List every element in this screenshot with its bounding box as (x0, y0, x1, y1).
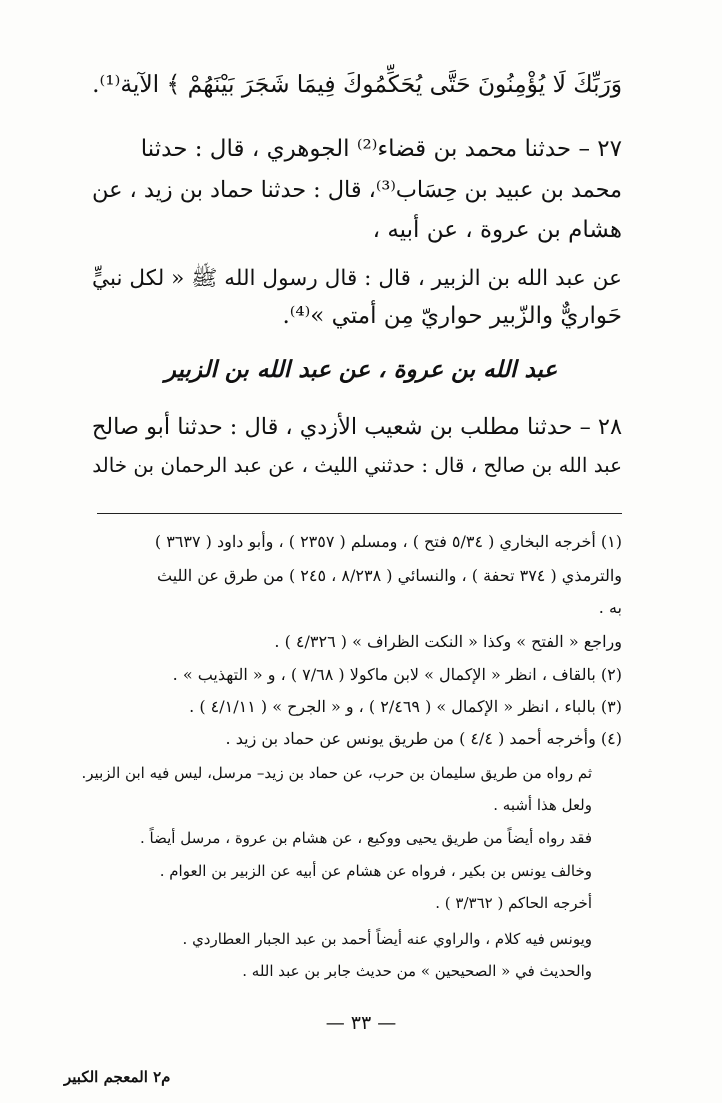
footnote-4-line-4: فقد رواه أيضاً من طريق يحيى ووكيع ، عن هشام بن عروة ، مرسل أيضاً . (139, 829, 592, 847)
footnote-4-line-1: (٤) وأخرجه أحمد ( ٤/٤ ) من طريق يونس عن حماد بن زيد . (225, 729, 622, 748)
hadith-27-line-1: ٢٧ – حدثنا محمد بن قضاء⁽²⁾ الجوهري ، قال : حدثنا (140, 136, 622, 162)
hadith-27-line-2: محمد بن عبيد بن حِسَاب⁽³⁾، قال : حدثنا حماد بن زيد ، عن (92, 177, 622, 203)
section-heading: عبد الله بن عروة ، عن عبد الله بن الزبير (164, 356, 558, 383)
hadith-27-line-3: هشام بن عروة ، عن أبيه ، (372, 217, 622, 243)
footnote-1-line-1: (١) أخرجه البخاري ( ٥/٣٤ فتح ) ، ومسلم ( ٢٣٥٧ ) ، وأبو داود ( ٣٦٣٧ ) (154, 532, 622, 551)
hadith-28-line-2: عبد الله بن صالح ، قال : حدثني الليث ، عن عبد الرحمان بن خالد (92, 454, 622, 477)
footnote-1-line-4: وراجع « الفتح » وكذا « النكت الظراف » ( ٤/٣٢٦ ) . (274, 632, 622, 651)
footnote-4-line-5: وخالف يونس بن بكير ، فرواه عن هشام عن أبيه عن الزبير بن العوام . (159, 862, 592, 880)
footnote-4-line-7: ويونس فيه كلام ، والراوي عنه أيضاً أحمد بن عبد الجبار العطاردي . (182, 930, 592, 948)
footnote-4-line-8: والحديث في « الصحيحين » من حديث جابر بن عبد الله . (242, 962, 592, 980)
footnote-1-line-2: والترمذي ( ٣٧٤ تحفة ) ، والنسائي ( ٨/٢٣٨ ، ٢٤٥ ) من طرق عن الليث (157, 566, 622, 585)
footnote-2: (٢) بالقاف ، انظر « الإكمال » لابن ماكولا ( ٧/٦٨ ) ، و « التهذيب » . (172, 665, 622, 684)
footnote-4-line-6: أخرجه الحاكم ( ٣/٣٦٢ ) . (435, 894, 592, 912)
signature-mark: م٢ المعجم الكبير (64, 1068, 171, 1086)
quran-verse-line: وَرَبِّكَ لَا يُؤْمِنُونَ حَتَّى يُحَكِّمُوكَ فِيمَا شَجَرَ بَيْنَهُمْ ﴾ الآية⁽¹⁾. (92, 70, 622, 98)
hadith-27-line-4: عن عبد الله بن الزبير ، قال : قال رسول الله ﷺ « لكل نبيٍّ (92, 266, 622, 291)
footnote-1-line-3: به . (598, 598, 622, 617)
page-number: — ٣٣ — (325, 1012, 397, 1034)
hadith-27-line-5: حَواريٌّ والزّبير حواريّ مِن أمتي »⁽⁴⁾. (282, 303, 622, 329)
footnote-4-line-3: ولعل هذا أشبه . (493, 796, 592, 814)
footnote-divider (97, 513, 622, 514)
footnote-4-line-2: ثم رواه من طريق سليمان بن حرب، عن حماد بن زيد– مرسل، ليس فيه ابن الزبير. (81, 764, 592, 782)
hadith-28-line-1: ٢٨ – حدثنا مطلب بن شعيب الأزدي ، قال : حدثنا أبو صالح (91, 414, 622, 440)
footnote-3: (٣) بالباء ، انظر « الإكمال » ( ٢/٤٦٩ ) ، و « الجرح » ( ٤/١/١١ ) . (189, 697, 622, 716)
